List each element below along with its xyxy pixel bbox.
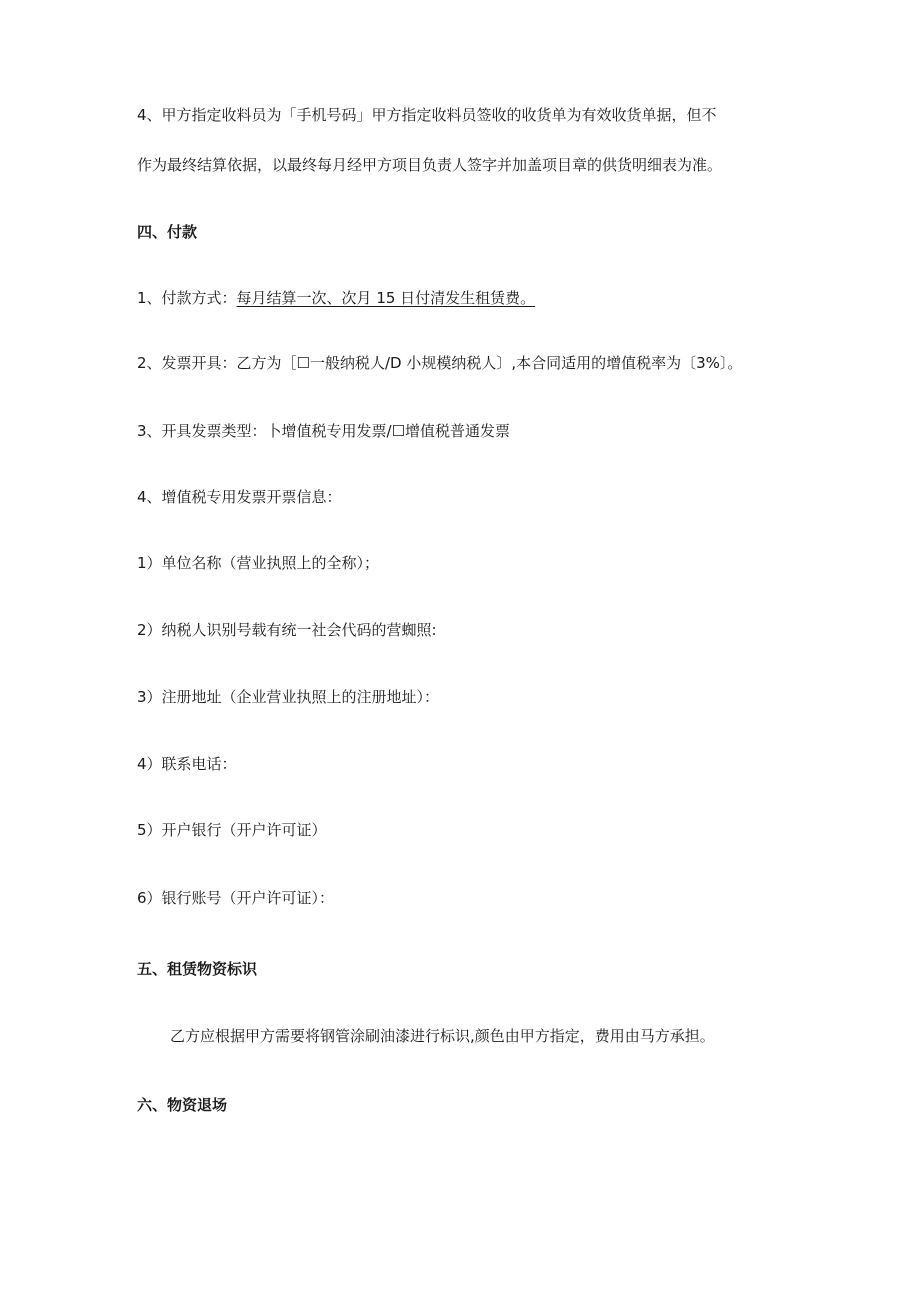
vat-info-item: 1）单位名称（营业执照上的全称）； [137,554,380,572]
vat-info-item: 5）开户银行（开户许可证） [137,821,327,839]
section-heading-payment: 四、付款 [137,223,198,241]
section-heading-material-exit: 六、物资退场 [137,1096,228,1114]
vat-invoice-info-line: 4、增值税专用发票开票信息： [137,488,342,506]
vat-info-item: 3）注册地址（企业营业执照上的注册地址）： [137,688,440,706]
payment-method-line [137,288,535,308]
invoice-issuance-line: 2、发票开具：乙方为［☐一般纳税人/D 小规模纳税人〕,本合同适用的增值税率为〔3%〕。 [137,354,743,372]
payment-method-value: 每月结算一次、次月 15 日付清发生租赁费。 [236,289,536,307]
material-marking-body: 乙方应根据甲方需要将钢管涂刷油漆进行标识,颜色由甲方指定，费用由马方承担。 [170,1027,715,1045]
clause-item-4-line-2: 作为最终结算依据，以最终每月经甲方项目负责人签字并加盖项目章的供货明细表为准。 [137,156,723,174]
vat-info-item: 4）联系电话： [137,755,237,773]
vat-info-item: 2）纳税人识别号载有统一社会代码的营蜘照: [137,621,437,639]
payment-method-label: 1、付款方式： [137,289,237,307]
clause-item-4-line-1: 4、甲方指定收料员为「手机号码」甲方指定收料员签收的收货单为有效收货单据，但不 [137,106,717,124]
vat-info-item: 6）银行账号（开户许可证）： [137,889,335,907]
section-heading-material-marking: 五、租赁物资标识 [137,960,258,978]
invoice-type-line: 3、开具发票类型：卜增值税专用发票/☐增值税普通发票 [137,422,511,440]
